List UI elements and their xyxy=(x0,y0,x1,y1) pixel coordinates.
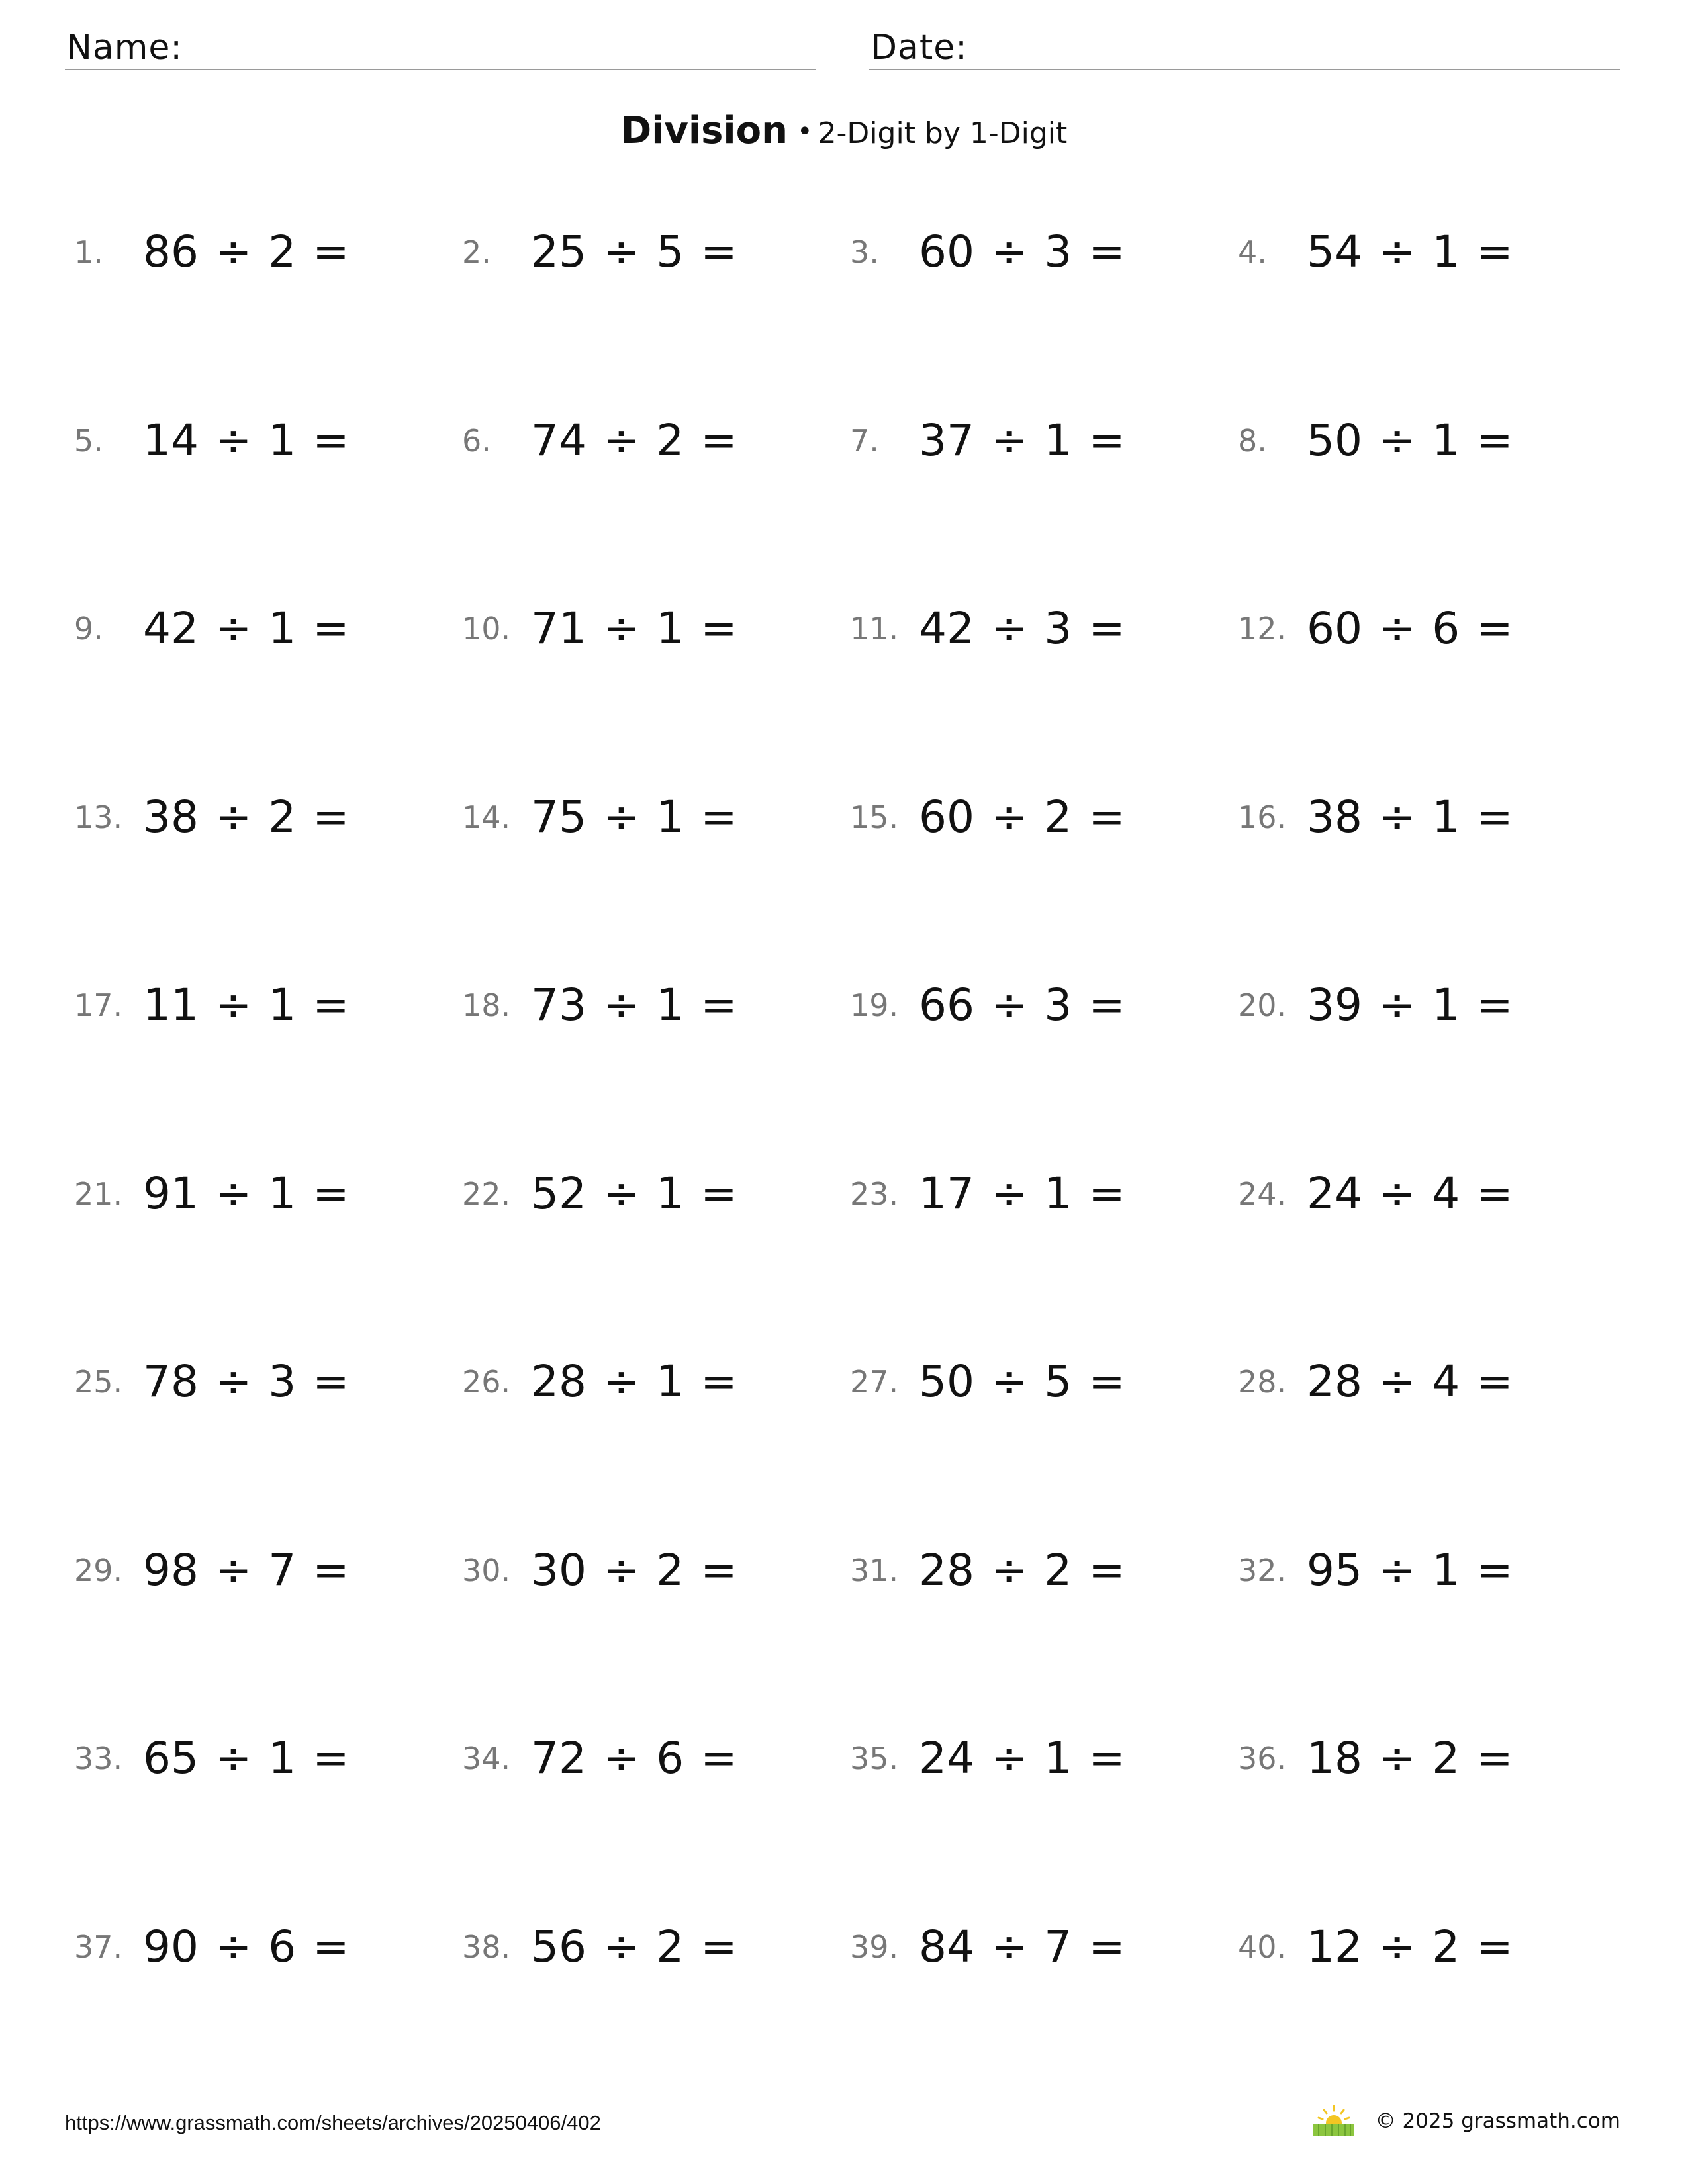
problem-expression: 24 ÷ 1 = xyxy=(919,1733,1125,1784)
problem-expression: 56 ÷ 2 = xyxy=(531,1921,737,1972)
problem-expression: 24 ÷ 4 = xyxy=(1307,1167,1513,1219)
problem-number: 35. xyxy=(850,1741,899,1776)
problem-11 xyxy=(850,598,1238,786)
problem-22 xyxy=(462,1163,850,1351)
problem-10 xyxy=(462,598,850,786)
problem-26 xyxy=(462,1351,850,1539)
problem-expression: 91 ÷ 1 = xyxy=(143,1167,350,1219)
problem-18 xyxy=(462,974,850,1163)
problem-number: 20. xyxy=(1238,987,1287,1023)
problem-number: 30. xyxy=(462,1552,511,1588)
problem-number: 34. xyxy=(462,1741,511,1776)
problem-number: 27. xyxy=(850,1364,899,1400)
problem-number: 37. xyxy=(74,1929,123,1965)
problem-expression: 78 ÷ 3 = xyxy=(143,1356,350,1407)
problem-expression: 60 ÷ 2 = xyxy=(919,791,1125,842)
problem-3 xyxy=(850,221,1238,410)
problem-number: 23. xyxy=(850,1175,899,1212)
problem-5 xyxy=(74,410,462,598)
problem-25 xyxy=(74,1351,462,1539)
problem-29 xyxy=(74,1539,462,1728)
problem-number: 15. xyxy=(850,799,899,835)
problem-16 xyxy=(1238,786,1626,975)
problem-23 xyxy=(850,1163,1238,1351)
problem-number: 7. xyxy=(850,422,879,459)
problem-expression: 42 ÷ 1 = xyxy=(143,603,350,654)
problem-number: 32. xyxy=(1238,1552,1287,1588)
problem-expression: 73 ÷ 1 = xyxy=(531,979,737,1030)
name-label: Name: xyxy=(66,28,183,68)
problem-33 xyxy=(74,1727,462,1916)
problem-expression: 98 ÷ 7 = xyxy=(143,1544,350,1596)
problem-number: 5. xyxy=(74,422,103,459)
problem-number: 10. xyxy=(462,611,511,647)
problem-number: 21. xyxy=(74,1175,123,1212)
problem-number: 12. xyxy=(1238,611,1287,647)
problem-expression: 90 ÷ 6 = xyxy=(143,1921,350,1972)
problem-number: 25. xyxy=(74,1364,123,1400)
problem-number: 6. xyxy=(462,422,491,459)
problem-expression: 37 ÷ 1 = xyxy=(919,414,1125,466)
problem-expression: 12 ÷ 2 = xyxy=(1307,1921,1513,1972)
problem-8 xyxy=(1238,410,1626,598)
problem-24 xyxy=(1238,1163,1626,1351)
problem-expression: 72 ÷ 6 = xyxy=(531,1733,737,1784)
problem-number: 31. xyxy=(850,1552,899,1588)
problem-number: 36. xyxy=(1238,1741,1287,1776)
title-bullet: • xyxy=(796,116,813,147)
title-main: Division xyxy=(620,109,788,152)
problem-expression: 86 ÷ 2 = xyxy=(143,226,350,277)
problem-20 xyxy=(1238,974,1626,1163)
problem-expression: 84 ÷ 7 = xyxy=(919,1921,1125,1972)
date-label: Date: xyxy=(870,28,968,68)
problem-expression: 52 ÷ 1 = xyxy=(531,1167,737,1219)
problem-12 xyxy=(1238,598,1626,786)
problem-expression: 25 ÷ 5 = xyxy=(531,226,737,277)
problem-32 xyxy=(1238,1539,1626,1728)
problem-number: 29. xyxy=(74,1552,123,1588)
problem-number: 18. xyxy=(462,987,511,1023)
problem-expression: 42 ÷ 3 = xyxy=(919,603,1125,654)
problem-number: 14. xyxy=(462,799,511,835)
problem-number: 16. xyxy=(1238,799,1287,835)
problem-4 xyxy=(1238,221,1626,410)
problem-expression: 17 ÷ 1 = xyxy=(919,1167,1125,1219)
problem-expression: 50 ÷ 5 = xyxy=(919,1356,1125,1407)
problem-1 xyxy=(74,221,462,410)
worksheet-title xyxy=(0,106,1688,159)
problem-21 xyxy=(74,1163,462,1351)
problem-31 xyxy=(850,1539,1238,1728)
problem-expression: 30 ÷ 2 = xyxy=(531,1544,737,1596)
problem-39 xyxy=(850,1916,1238,2105)
problem-number: 3. xyxy=(850,234,879,270)
footer-url[interactable]: https://www.grassmath.com/sheets/archives/20250406/402 xyxy=(65,2111,601,2134)
problem-6 xyxy=(462,410,850,598)
problem-38 xyxy=(462,1916,850,2105)
problem-expression: 74 ÷ 2 = xyxy=(531,414,737,466)
problem-13 xyxy=(74,786,462,975)
problem-number: 8. xyxy=(1238,422,1267,459)
problem-expression: 38 ÷ 1 = xyxy=(1307,791,1513,842)
footer-brand xyxy=(1311,2105,1620,2138)
problem-number: 28. xyxy=(1238,1364,1287,1400)
problem-expression: 18 ÷ 2 = xyxy=(1307,1733,1513,1784)
problem-7 xyxy=(850,410,1238,598)
problem-expression: 71 ÷ 1 = xyxy=(531,603,737,654)
problem-expression: 95 ÷ 1 = xyxy=(1307,1544,1513,1596)
problem-number: 13. xyxy=(74,799,123,835)
problem-17 xyxy=(74,974,462,1163)
problem-19 xyxy=(850,974,1238,1163)
problem-expression: 75 ÷ 1 = xyxy=(531,791,737,842)
problem-number: 17. xyxy=(74,987,123,1023)
problem-expression: 60 ÷ 3 = xyxy=(919,226,1125,277)
problem-34 xyxy=(462,1727,850,1916)
problem-expression: 28 ÷ 2 = xyxy=(919,1544,1125,1596)
problem-expression: 38 ÷ 2 = xyxy=(143,791,350,842)
problem-number: 33. xyxy=(74,1741,123,1776)
problem-9 xyxy=(74,598,462,786)
problem-grid xyxy=(74,221,1623,2127)
date-field[interactable] xyxy=(869,25,1620,70)
problem-30 xyxy=(462,1539,850,1728)
problem-number: 4. xyxy=(1238,234,1267,270)
problem-expression: 14 ÷ 1 = xyxy=(143,414,350,466)
problem-expression: 11 ÷ 1 = xyxy=(143,979,350,1030)
problem-number: 11. xyxy=(850,611,899,647)
problem-number: 38. xyxy=(462,1929,511,1965)
problem-expression: 65 ÷ 1 = xyxy=(143,1733,350,1784)
problem-37 xyxy=(74,1916,462,2105)
problem-expression: 28 ÷ 1 = xyxy=(531,1356,737,1407)
problem-expression: 39 ÷ 1 = xyxy=(1307,979,1513,1030)
problem-number: 39. xyxy=(850,1929,899,1965)
problem-35 xyxy=(850,1727,1238,1916)
problem-number: 9. xyxy=(74,611,103,647)
problem-28 xyxy=(1238,1351,1626,1539)
problem-expression: 54 ÷ 1 = xyxy=(1307,226,1513,277)
title-subtitle: 2-Digit by 1-Digit xyxy=(818,116,1068,150)
grass-sun-logo-icon xyxy=(1311,2105,1357,2138)
problem-40 xyxy=(1238,1916,1626,2105)
footer-copyright: © 2025 grassmath.com xyxy=(1375,2109,1620,2133)
problem-number: 19. xyxy=(850,987,899,1023)
problem-expression: 28 ÷ 4 = xyxy=(1307,1356,1513,1407)
problem-36 xyxy=(1238,1727,1626,1916)
problem-number: 1. xyxy=(74,234,103,270)
problem-2 xyxy=(462,221,850,410)
problem-expression: 60 ÷ 6 = xyxy=(1307,603,1513,654)
problem-expression: 50 ÷ 1 = xyxy=(1307,414,1513,466)
problem-15 xyxy=(850,786,1238,975)
problem-number: 40. xyxy=(1238,1929,1287,1965)
problem-number: 26. xyxy=(462,1364,511,1400)
problem-14 xyxy=(462,786,850,975)
problem-27 xyxy=(850,1351,1238,1539)
problem-expression: 66 ÷ 3 = xyxy=(919,979,1125,1030)
problem-number: 24. xyxy=(1238,1175,1287,1212)
name-field[interactable] xyxy=(65,25,816,70)
problem-number: 2. xyxy=(462,234,491,270)
problem-number: 22. xyxy=(462,1175,511,1212)
